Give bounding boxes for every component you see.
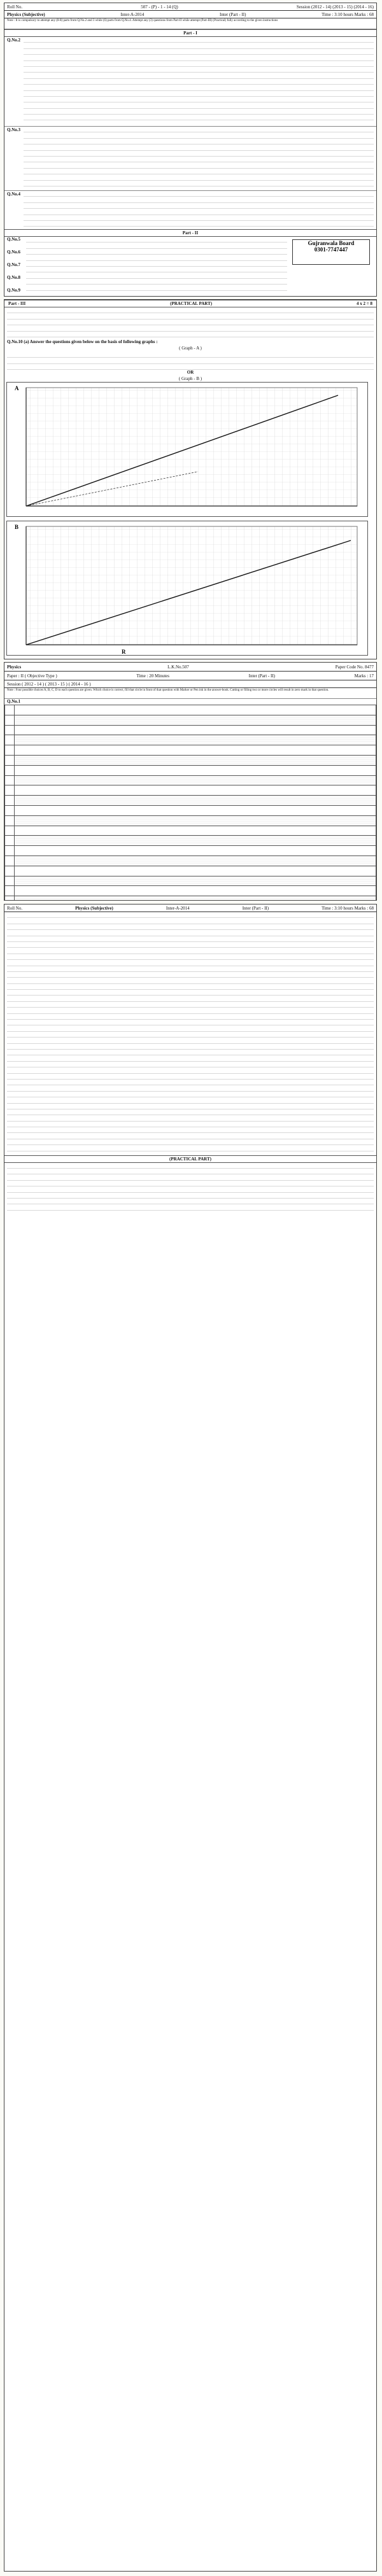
practical-marks: 4 x 2 = 8 [357, 301, 372, 306]
question-number-q9: Q.No.9 [7, 288, 20, 293]
objective-header [4, 663, 376, 672]
question-line [7, 1193, 374, 1199]
or-label: OR [187, 370, 194, 375]
question-line [24, 197, 374, 202]
mcq-row [5, 725, 376, 735]
objective-subject: Physics [7, 664, 22, 670]
practical-heading [4, 300, 376, 307]
paper3-time-marks: Time : 3:10 hours Marks : 68 [322, 905, 374, 911]
question-block-q4 [4, 190, 376, 229]
objective-paper-code: Paper Code No. 8477 [335, 664, 374, 670]
objective-code: L.K.No.507 [167, 664, 189, 670]
part-two-heading: Part - II [4, 229, 376, 237]
mcq-row [5, 745, 376, 756]
question-line [7, 1074, 374, 1080]
graph-b [6, 521, 368, 656]
short-question-lines [24, 37, 374, 126]
question-line [7, 1139, 374, 1145]
question-line [24, 85, 374, 90]
long-questions-block [4, 237, 376, 297]
question-line [26, 279, 287, 285]
question-line [7, 1055, 374, 1061]
time-marks-label: Time : 3:10 hours Marks : 68 [322, 11, 374, 17]
question-line [7, 1181, 374, 1186]
short-question-lines [24, 127, 374, 190]
long-question-lines [26, 237, 287, 297]
paper-subheader [4, 11, 376, 18]
graph-b-label: B [15, 524, 19, 530]
question-line [7, 960, 374, 966]
question-line [7, 1145, 374, 1151]
mcq-row [5, 866, 376, 876]
subjective-paper-2 [4, 904, 377, 2572]
mcq-row [5, 836, 376, 846]
question-line [26, 255, 287, 260]
question-line [24, 144, 374, 150]
question-block-q2 [4, 37, 376, 126]
graph-a-caption: ( Graph - A ) [179, 346, 202, 351]
mcq-row [5, 705, 376, 715]
question-line [7, 912, 374, 918]
question-line [24, 73, 374, 78]
question-line [24, 221, 374, 227]
question-line [26, 272, 287, 278]
question-line [7, 364, 374, 370]
objective-q1-label: Q.No.1 [7, 699, 20, 704]
question-line [24, 215, 374, 221]
objective-marks: Marks : 17 [354, 673, 374, 679]
question-line [7, 1174, 374, 1180]
question-line [24, 181, 374, 187]
paper-code: 507 - (P) - 1 - 14 (Q) [141, 4, 178, 10]
question-line [7, 984, 374, 990]
question-line [7, 1092, 374, 1097]
mcq-row [5, 846, 376, 856]
question-line [24, 127, 374, 132]
mcq-row [5, 896, 376, 901]
question-line [7, 1104, 374, 1109]
graph-b-grid [26, 526, 357, 645]
advertisement-stamp [292, 239, 370, 265]
question-line [7, 1204, 374, 1210]
practical-question-lines [4, 307, 376, 339]
mcq-row [5, 815, 376, 826]
question-line [7, 1067, 374, 1073]
question-number-q4: Q.No.4 [7, 192, 20, 197]
mcq-row [5, 826, 376, 836]
objective-subheader [4, 672, 376, 680]
question-line [7, 1186, 374, 1192]
question-line [24, 97, 374, 102]
paper-header [4, 3, 376, 11]
session-label: Session (2012 - 14) (2013 - 15) (2014 - 16) [296, 4, 374, 10]
question-line [24, 49, 374, 55]
objective-session: Session ( 2012 - 14 ) ( 2013 - 15 ) ( 2014 - 16 ) [7, 681, 91, 687]
question-line [7, 1050, 374, 1055]
part-one-heading: Part - I [4, 29, 376, 37]
question-line [7, 1199, 374, 1204]
question-line [7, 930, 374, 936]
question-line [7, 924, 374, 930]
graph-a-label: A [15, 385, 19, 391]
practical-part-label: Part - III [8, 301, 26, 306]
question-line [7, 1097, 374, 1103]
question-line [7, 1002, 374, 1008]
question-line [24, 139, 374, 144]
question-line [7, 1008, 374, 1013]
question-number-q2: Q.No.2 [7, 38, 20, 43]
question-line [26, 261, 287, 267]
question-line [24, 109, 374, 115]
objective-inter: Inter (Part - II) [248, 673, 276, 679]
question-line [24, 115, 374, 120]
question-line [7, 1133, 374, 1139]
question-line [26, 243, 287, 248]
question-line [7, 1062, 374, 1067]
paper3-part: Inter (Part - II) [242, 905, 269, 911]
objective-time: Time : 20 Minutes [136, 673, 169, 679]
question-line [7, 942, 374, 948]
question-line [24, 132, 374, 138]
question-line [7, 1014, 374, 1020]
paper3-group: Inter-A-2014 [166, 905, 190, 911]
question-line [7, 1044, 374, 1050]
question-line [7, 1122, 374, 1127]
question-line [24, 43, 374, 48]
question-line [7, 320, 374, 325]
paper3-practical-lines [4, 1163, 376, 1211]
mcq-row [5, 855, 376, 866]
subjective-paper-1 [4, 3, 377, 297]
question-line [7, 918, 374, 924]
mcq-row [5, 886, 376, 896]
question-line [26, 267, 287, 272]
question-line [7, 1020, 374, 1025]
roll-number-label: Roll No. [7, 4, 23, 10]
question-line [26, 237, 287, 243]
question-line [7, 1109, 374, 1115]
mcq-row [5, 775, 376, 785]
paper3-subject: Physics (Subjective) [75, 905, 113, 911]
question-line [7, 936, 374, 942]
question-number-q6: Q.No.6 [7, 250, 20, 255]
question-line [24, 151, 374, 157]
part-label: Inter (Part - II) [220, 11, 246, 17]
mcq-row [5, 796, 376, 806]
objective-paper-type: Paper : II ( Objective Type ) [7, 673, 57, 679]
practical-title: (PRACTICAL PART) [170, 301, 213, 306]
question-line [7, 313, 374, 319]
question-line [7, 1032, 374, 1038]
question-line [24, 203, 374, 209]
question-line [7, 966, 374, 972]
question-line [24, 37, 374, 43]
question-line [24, 102, 374, 108]
question-line [24, 79, 374, 85]
mcq-row [5, 805, 376, 815]
question-line [7, 325, 374, 331]
question-line [26, 249, 287, 255]
question-line [7, 1169, 374, 1174]
mcq-table [4, 705, 376, 901]
question-line [7, 1085, 374, 1091]
question-line [7, 972, 374, 978]
instructions-note: Note : It is compulsory to attempt any (8-8) parts from Q.No.2 and 3 while (6) parts from Q.No.4. Attempt any (3) questions from Part-II while attempt (Part-III) (Practical) fully according to the given instructions [4, 18, 376, 29]
question-line [7, 358, 374, 363]
question-line [26, 285, 287, 290]
question-line [24, 169, 374, 174]
mcq-row [5, 765, 376, 775]
objective-session-row [4, 680, 376, 688]
question-line [24, 55, 374, 60]
question-line [24, 91, 374, 97]
mcq-row [5, 785, 376, 796]
question-line [7, 352, 374, 358]
question-line [24, 157, 374, 162]
graph-b-svg [7, 521, 366, 654]
question-line [7, 1163, 374, 1169]
question-line [7, 1115, 374, 1121]
question-block-q3 [4, 126, 376, 190]
question-line [7, 1080, 374, 1085]
question-line [24, 209, 374, 215]
question-line [7, 954, 374, 960]
ad-title: Gujranwala Board [308, 240, 355, 246]
mcq-row [5, 735, 376, 745]
objective-paper [4, 662, 377, 901]
question-number-q7: Q.No.7 [7, 262, 20, 267]
question-line [24, 67, 374, 73]
question-line [7, 1025, 374, 1031]
graph-b-axis-r: R [122, 649, 126, 655]
question-line [7, 332, 374, 337]
objective-note: Note : Four possible choices A, B, C, D to each question are given. Which choice is correct, fill that circle in front of that question with Marker or Pen ink in the answer-book. Cutting or filling two or more circles will result in zero mark in that question. [4, 688, 376, 699]
question-line [24, 162, 374, 168]
subject-label: Physics (Subjective) [7, 11, 45, 17]
question-line [24, 191, 374, 197]
question-line [7, 948, 374, 954]
group-label: Inter-A-2014 [120, 11, 145, 17]
ad-phone: 0301-7747447 [314, 246, 348, 253]
paper3-practical-heading: (PRACTICAL PART) [4, 1155, 376, 1163]
graph-a [6, 382, 368, 517]
question-line [7, 307, 374, 313]
question-line [24, 174, 374, 180]
paper3-header [4, 904, 376, 912]
short-question-lines [24, 191, 374, 229]
question-line [7, 996, 374, 1001]
paper3-roll-label: Roll No. [7, 905, 23, 911]
paper3-question-lines [4, 912, 376, 1151]
question-line [26, 291, 287, 297]
question-number-q3: Q.No.3 [7, 127, 20, 132]
q10-text: Q.No.10 (a) Answer the questions given below on the basis of following graphs : [7, 339, 158, 344]
mcq-row [5, 755, 376, 765]
mcq-row [5, 715, 376, 725]
question-line [7, 1127, 374, 1133]
mcq-row [5, 876, 376, 886]
graph-a-svg [7, 383, 366, 515]
question-line [7, 990, 374, 996]
question-number-q5: Q.No.5 [7, 237, 20, 242]
question-line [7, 1038, 374, 1043]
question-number-q8: Q.No.8 [7, 275, 20, 280]
graph-question-lines [4, 352, 376, 370]
question-line [7, 978, 374, 983]
question-line [24, 61, 374, 67]
graph-b-caption: ( Graph - B ) [178, 376, 202, 381]
